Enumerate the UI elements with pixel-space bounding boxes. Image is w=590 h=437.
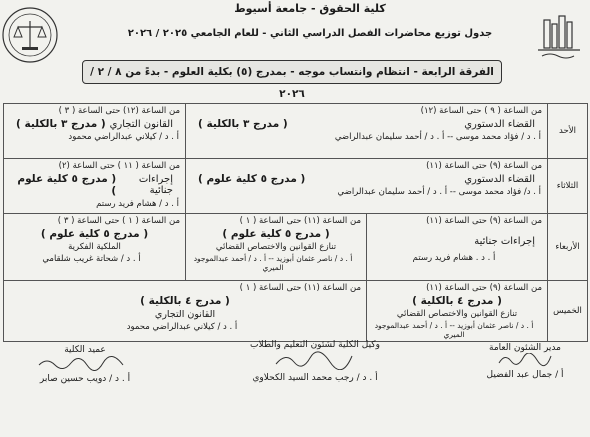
session-subject: القانون التجاري	[109, 118, 173, 130]
session-hall: ( مدرج ٤ بالكلية )	[140, 295, 230, 307]
signature-block-vice-dean	[220, 340, 410, 383]
session-subject: تنازع القوانين والاختصاص القضائي	[396, 309, 518, 319]
session-subject: إجراءات جنائية	[474, 236, 536, 247]
session-hall: ( مدرج ٥ كلية علوم )	[222, 228, 330, 240]
schedule-subtitle: جدول توزيع محاضرات الفصل الدراسي الثاني - للعام الجامعي ٢٠٢٥ / ٢٠٢٦	[127, 28, 493, 39]
session-professor: أ . د / هشام فريد رستم	[96, 199, 179, 209]
schedule-table	[3, 103, 588, 342]
handwritten-signature-icon	[495, 353, 555, 367]
session-professor: أ . د / شحاتة غريب شلقامي	[42, 254, 141, 264]
session-time: من الساعة (٩) حتى الساعة (١١)	[426, 283, 543, 293]
signature-name: أ . د / رجب محمد السيد الكحلاوي	[252, 373, 378, 383]
signature-block-public-affairs	[470, 343, 580, 380]
table-row	[4, 159, 588, 214]
handwritten-signature-icon	[270, 350, 360, 370]
session-cell	[4, 281, 367, 342]
session-subject: الملكية الفكرية	[68, 242, 121, 252]
day-wednesday: الأربعاء	[548, 214, 588, 281]
day-thursday: الخميس	[548, 281, 588, 342]
session-subject: القضاء الدستوري	[464, 173, 536, 185]
session-professor: أ . د / كيلاني عبدالراضي محمود	[68, 132, 179, 142]
class-banner: الفرقة الرابعة - انتظام وانتساب موجه - بمدرج (٥) بكلية العلوم - بدءً من ٨ / ٢ / ٢٠٢٦	[82, 60, 502, 84]
signature-title: مدير الشئون العامة	[489, 343, 561, 353]
institution-title: كلية الحقوق - جامعة أسيوط	[234, 2, 386, 15]
session-professor: أ . د / ناصر عثمان أبوزيد -- أ . د / أحمد عبدالموجود الميري	[193, 254, 353, 272]
session-subject: القانون التجاري	[154, 309, 216, 320]
session-hall: ( مدرج ٣ بالكلية )	[198, 118, 288, 130]
session-subject: إجراءات جنائية	[138, 174, 173, 196]
session-hall: ( مدرج ٣ بالكلية )	[16, 118, 106, 130]
session-time: من الساعة (٩) حتى الساعة (١١)	[426, 161, 543, 171]
session-time: من الساعة (٩) حتى الساعة (١١)	[426, 216, 543, 226]
session-subject: القضاء الدستوري	[464, 118, 536, 130]
session-cell	[4, 159, 186, 214]
signature-title: عميد الكلية	[64, 345, 106, 355]
signature-name: أ / جمال عبد الفضيل	[486, 370, 564, 380]
session-hall: ( مدرج ٥ كلية علوم )	[198, 173, 306, 185]
session-cell	[186, 214, 367, 281]
session-time: من الساعة ( ١ ) حتى الساعة ( ٣ )	[57, 216, 180, 226]
signature-name: أ . د / دويب حسين صابر	[39, 374, 131, 384]
session-cell	[186, 159, 548, 214]
session-professor: أ . د / ناصر عثمان أبوزيد -- أ . د / أحمد عبدالموجود الميري	[374, 321, 534, 339]
signature-block-dean	[20, 345, 150, 384]
session-time: من الساعة ( ٩ ) حتى الساعة (١٢)	[420, 106, 543, 116]
session-hall: ( مدرج ٥ كلية علوم )	[40, 228, 149, 240]
session-cell	[367, 214, 548, 281]
session-professor: أ . د/ فؤاد محمد موسى -- أ . د / أحمد سليمان عبدالراضي	[337, 187, 542, 197]
day-tuesday: الثلاثاء	[548, 159, 588, 214]
session-time: من الساعة (١١) حتى الساعة ( ١ )	[239, 216, 362, 226]
session-cell	[186, 104, 548, 159]
session-professor: أ . د / فؤاد محمد موسى -- أ . د / أحمد سليمان عبدالراضي	[334, 132, 542, 142]
session-cell	[4, 214, 186, 281]
session-cell	[4, 104, 186, 159]
table-row	[4, 214, 588, 281]
university-logo-icon	[522, 10, 590, 65]
faculty-logo-icon	[0, 5, 60, 65]
session-hall: ( مدرج ٤ بالكلية )	[412, 295, 502, 307]
handwritten-signature-icon	[35, 355, 135, 371]
day-sunday: الأحد	[548, 104, 588, 159]
table-row	[4, 104, 588, 159]
session-subject: تنازع القوانين والاختصاص القضائي	[215, 242, 337, 252]
session-hall: ( مدرج ٥ كلية علوم )	[17, 173, 117, 197]
session-time: من الساعة (١٢) حتى الساعة ( ٣ )	[58, 106, 180, 116]
session-professor: أ . د . هشام فريد رستم	[412, 253, 496, 263]
session-cell	[367, 281, 548, 342]
table-row	[4, 281, 588, 342]
signature-title: وكيل الكلية لشئون التعليم والطلاب	[250, 340, 380, 350]
session-professor: أ . د / كيلاني عبدالراضي محمود	[126, 322, 238, 332]
session-time: من الساعة ( ١١ ) حتى الساعة (٢)	[58, 161, 180, 171]
session-time: من الساعة (١١) حتى الساعة ( ١ )	[239, 283, 362, 293]
